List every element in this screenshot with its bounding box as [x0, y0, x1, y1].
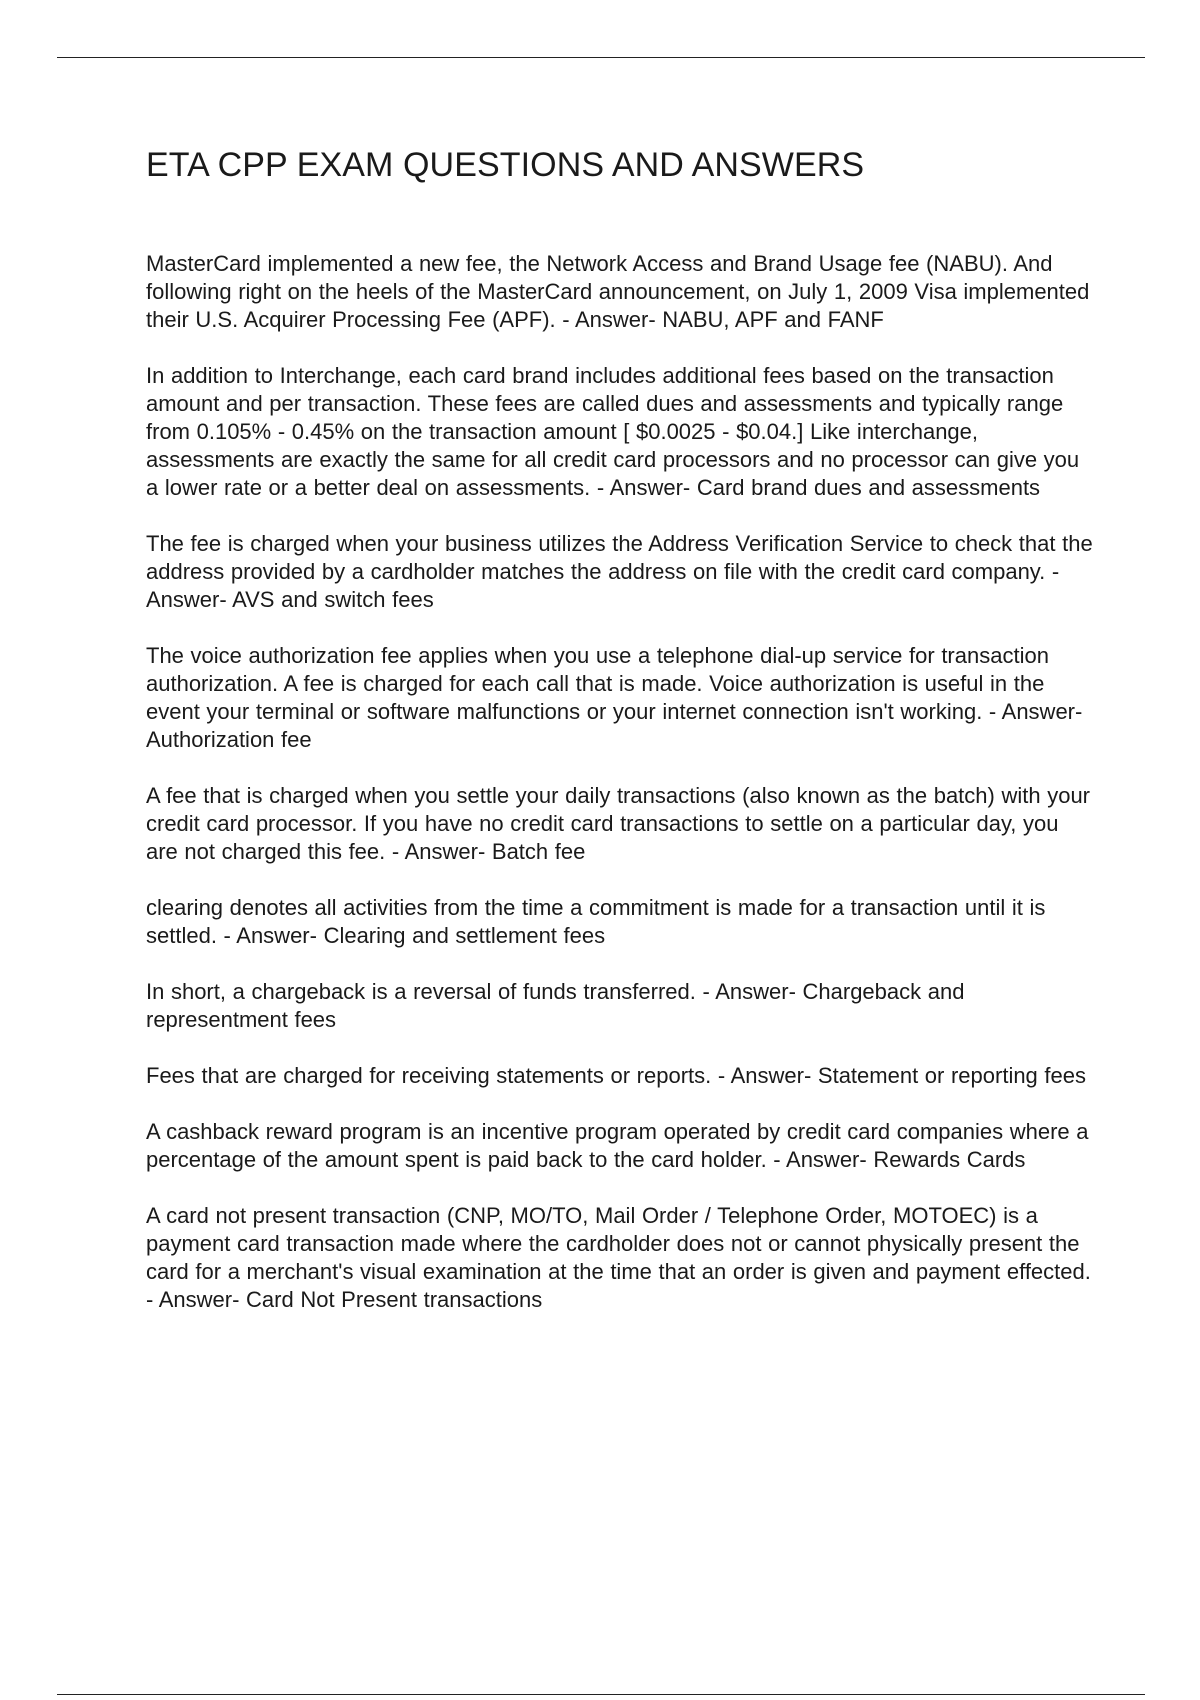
- bottom-divider: [57, 1694, 1145, 1695]
- document-body: [146, 138, 1096, 1342]
- qa-entry: clearing denotes all activities from the time a commitment is made for a transaction until it is settled. - Answer- Clearing and settlement fees: [146, 895, 1046, 948]
- top-divider: [57, 57, 1145, 58]
- qa-entry: A card not present transaction (CNP, MO/TO, Mail Order / Telephone Order, MOTOEC) is a payment card transaction made where the cardholder does not or cannot physically present the card for a merchant's visual examination at the time that an order is given and payment effected. - Answer- Card Not Present transactions: [146, 1203, 1091, 1312]
- qa-entry: A cashback reward program is an incentive program operated by credit card companies where a percentage of the amount spent is paid back to the card holder. - Answer- Rewards Cards: [146, 1119, 1089, 1172]
- qa-entry: A fee that is charged when you settle your daily transactions (also known as the batch) with your credit card processor. If you have no credit card transactions to settle on a particular day, you are not charged this fee. - Answer- Batch fee: [146, 783, 1091, 864]
- qa-entry: Fees that are charged for receiving statements or reports. - Answer- Statement or reporting fees: [146, 1063, 1086, 1088]
- qa-entry: MasterCard implemented a new fee, the Network Access and Brand Usage fee (NABU). And following right on the heels of the MasterCard announcement, on July 1, 2009 Visa implemented their U.S. Acquirer Processing Fee (APF). - Answer- NABU, APF and FANF: [146, 251, 1090, 332]
- document-title: ETA CPP EXAM QUESTIONS AND ANSWERS: [146, 146, 865, 184]
- qa-entry: The voice authorization fee applies when you use a telephone dial-up service for transaction authorization. A fee is charged for each call that is made. Voice authorization is useful in the event your terminal or software malfunctions or your internet connection isn't working. - Answer- Authorization fee: [146, 643, 1083, 752]
- qa-entry: The fee is charged when your business utilizes the Address Verification Service to check that the address provided by a cardholder matches the address on file with the credit card company. - Answer- AVS and switch fees: [146, 531, 1093, 612]
- qa-entry: In short, a chargeback is a reversal of funds transferred. - Answer- Chargeback and representment fees: [146, 979, 965, 1032]
- qa-entry: In addition to Interchange, each card brand includes additional fees based on the transaction amount and per transaction. These fees are called dues and assessments and typically range from 0.105% - 0.45% on the transaction amount [ $0.0025 - $0.04.] Like interchange, assessments are exactly the same for all credit card processors and no processor can give you a lower rate or a better deal on assessments. - Answer- Card brand dues and assessments: [146, 363, 1080, 500]
